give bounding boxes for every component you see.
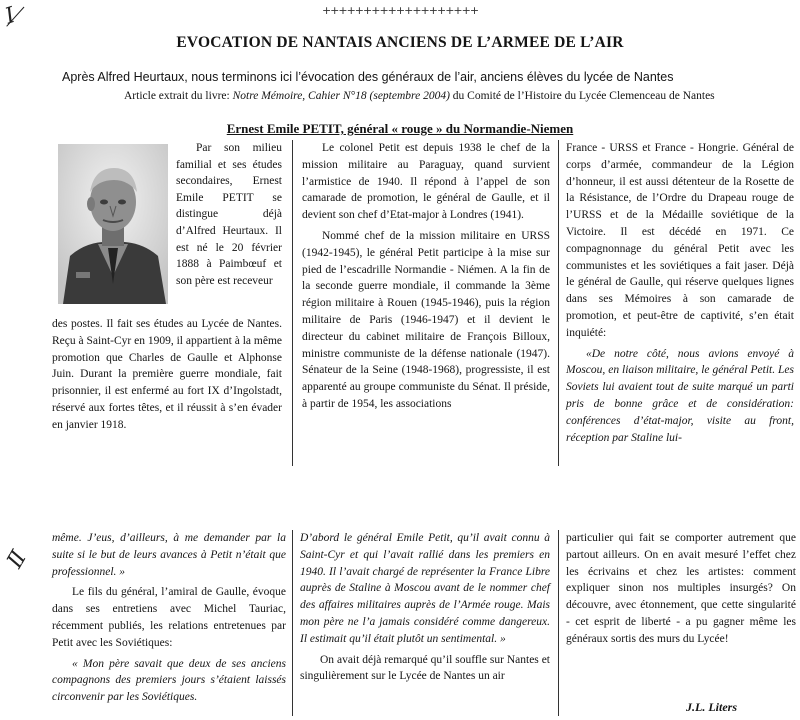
column-divider	[292, 530, 293, 716]
portrait-photo	[58, 144, 168, 304]
part1-column2: Le colonel Petit est depuis 1938 le chef de la mission militaire au Paraguay, quand survient l’armistice de 1940. Il répond à l’appel de son camarade de promotion, le général de Gaulle, et il devient son chef d’Etat-major à Londres (1941). Nommé chef de la mission militaire en URSS (1942-1945), le général Petit participe à la mise sur pied de l’escadrille Normandie - Niémen. A la fin de la seconde guerre mondiale, il commande la 3ème région militaire à Rouen (1945-1946), puis la région militaire de Paris (1946-1947) et il devient le directeur du cabinet militaire de François Billoux, ministre communiste de la défense nationale (1947). Sénateur de la Seine (1948-1968), progressiste, il est apparenté au groupe communiste du Sénat. Il préside, à partir de 1954, les associations	[302, 142, 550, 410]
ornament-divider: +++++++++++++++++++	[321, 4, 479, 17]
article-title: EVOCATION DE NANTAIS ANCIENS DE L’ARMEE DE L’AIR	[176, 34, 624, 51]
part1-column1-top: Par son milieu familial et ses études secondaires, Ernest Emile PETIT se distingue déjà d’Alfred Heurtaux. Il est né le 20 février 1888 à Paimbœuf et son père est receveur	[176, 142, 282, 287]
article-source: Article extrait du livre: Notre Mémoire, Cahier N°18 (septembre 2004) du Comité de l’Histoire du Lycée Clemenceau de Nantes	[124, 90, 715, 102]
part1-column3: France - URSS et France - Hongrie. Général de corps d’armée, commandeur de la Légion d’honneur, il est aussi détenteur de la Rosette de la Résistance, de l’Ordre du Drapeau rouge de l’URSS et de la Médaille soviétique de la Victoire. Il est décédé en 1971. Ce compagnonnage du général Petit avec les communistes et les soviétiques a fait jaser. Déjà le général de Gaulle, qui réserve quelques lignes dans ses Mémoires à son camarade de promotion, et peut-être de captivité, s’en était inquiété: «De notre côté, nous avions envoyé à Moscou, en liaison militaire, le général Petit. Les Soviets lui avaient tout de suite marqué un parti pris de bonne grâce et de considération: conférences d’état-major, visite au front, réception par Staline lui-	[566, 142, 794, 444]
column-divider	[292, 140, 293, 466]
part2-column3: particulier qui fait se comporter autrement que partout ailleurs. On en avait mesuré l’effet chez les écrivains et chez les artistes: comment expliquer sinon nos multiples insurgés? On découvre, avec étonnement, que cette singularité - cet esprit de liberté - a pu gagner même les généraux sortis des murs du Lycée!	[566, 532, 796, 645]
part2-column2: D’abord le général Emile Petit, qu’il avait connu à Saint-Cyr et qui l’avait rallié dans les premiers en 1940. Il l’avait chargé de représenter la France Libre auprès de Staline à Moscou avant de le nommer chef des affaires militaires auprès de l’Armée rouge. Mais mon père ne l’a jamais considéré comme dangereux. Il estimait qu’il était plutôt un sentimental. » On avait déjà remarqué qu’il souffle sur Nantes et singulièrement sur le Lycée de Nantes un air	[300, 532, 550, 683]
part-marker-1: I	[2, 4, 16, 30]
article-intro: Après Alfred Heurtaux, nous terminons ici l’évocation des généraux de l’air, anciens élèves du lycée de Nantes	[62, 70, 674, 84]
page-gap	[0, 478, 800, 526]
part-marker-2: II	[2, 548, 31, 573]
column-divider	[558, 530, 559, 716]
part1-column1-bottom: des postes. Il fait ses études au Lycée de Nantes. Reçu à Saint-Cyr en 1909, il appartient à la même promotion que Charles de Gaulle et Alphonse Juin. Durant la première guerre mondiale, fait prisonnier, il est enfermé au fort IX d’Ingolstadt, réservé aux fortes têtes, et il réussit à s’en évader en janvier 1918.	[52, 318, 282, 431]
author-signature: J.L. Liters	[686, 700, 737, 714]
column-divider	[558, 140, 559, 466]
part2-column1: même. J’eus, d’ailleurs, à me demander par la suite si le but de leurs avances à Petit n’était que professionnel. » Le fils du général, l’amiral de Gaulle, évoque dans ses entretiens avec Michel Tauriac, récemment publiés, les relations entretenues par Petit avec les Soviétiques: « Mon père savait que deux de ses anciens compagnons des premiers jours s’étaient laissés circonvenir par les Soviétiques.	[52, 532, 286, 704]
section-heading: Ernest Emile PETIT, général « rouge » du Normandie-Niemen	[226, 121, 574, 136]
